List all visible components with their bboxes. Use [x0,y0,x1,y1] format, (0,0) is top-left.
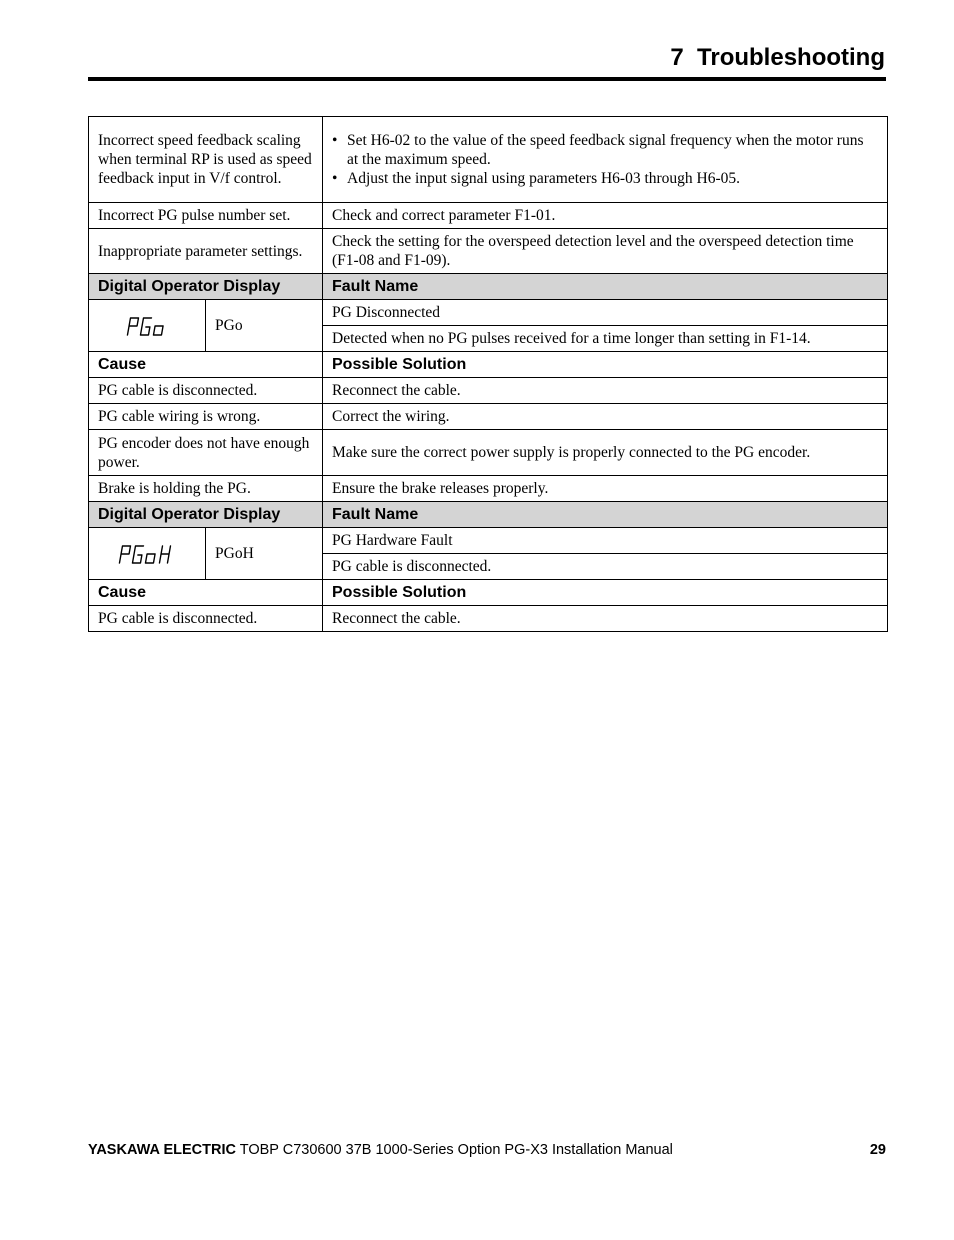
solution-cell: Reconnect the cable. [323,378,888,404]
possible-solution-header: Possible Solution [323,580,888,606]
chapter-number: 7 [670,44,684,71]
cause-cell: Incorrect PG pulse number set. [89,203,323,229]
lcd-pgo-icon [125,315,169,337]
solution-cell: Make sure the correct power supply is properly connected to the PG encoder. [323,430,888,476]
table-row [89,300,888,326]
digital-operator-display-header: Digital Operator Display [89,274,323,300]
table-row [89,229,888,274]
possible-solution-header: Possible Solution [323,352,888,378]
fault-name: PG Disconnected [323,300,888,326]
table-row [89,430,888,476]
cause-header: Cause [89,580,323,606]
table-row [89,502,888,528]
page-number: 29 [869,1142,886,1158]
list-item: • Set H6-02 to the value of the speed feedback signal frequency when the motor runs at the maximum speed. [332,131,878,169]
fault-code: PGo [206,300,323,352]
chapter-title: Troubleshooting [697,44,885,71]
table-row [89,528,888,554]
table-row [89,203,888,229]
table-row [89,274,888,300]
troubleshooting-table [88,116,888,632]
lcd-display-cell [89,300,206,352]
table-row [89,117,888,203]
footer-doc-title [88,1142,673,1158]
solution-list [332,131,878,188]
cause-cell: Incorrect speed feedback scaling when terminal RP is used as speed feedback input in V/f control. [89,117,323,203]
fault-name-header: Fault Name [323,502,888,528]
fault-code: PGoH [206,528,323,580]
page-footer [88,1142,886,1158]
solution-cell: Reconnect the cable. [323,606,888,632]
cause-cell: PG encoder does not have enough power. [89,430,323,476]
table-row [89,476,888,502]
cause-cell: Brake is holding the PG. [89,476,323,502]
lcd-pgoh-icon [117,543,177,565]
solution-cell: Check the setting for the overspeed detection level and the overspeed detection time (F1-08 and F1-09). [323,229,888,274]
cause-cell: PG cable is disconnected. [89,606,323,632]
solution-cell: Check and correct parameter F1-01. [323,203,888,229]
table-row [89,404,888,430]
footer-document-id: TOBP C730600 37B 1000-Series Option PG-X3 Installation Manual [239,1142,673,1158]
cause-cell: PG cable is disconnected. [89,378,323,404]
fault-name-header: Fault Name [323,274,888,300]
header-rule [88,77,886,81]
fault-description: PG cable is disconnected. [323,554,888,580]
cause-header: Cause [89,352,323,378]
table-row [89,580,888,606]
table-row [89,606,888,632]
cause-cell: PG cable wiring is wrong. [89,404,323,430]
solution-cell: Correct the wiring. [323,404,888,430]
lcd-display-cell [89,528,206,580]
fault-description: Detected when no PG pulses received for a time longer than setting in F1-14. [323,326,888,352]
cause-cell: Inappropriate parameter settings. [89,229,323,274]
table-row [89,352,888,378]
list-item: • Adjust the input signal using parameters H6-03 through H6-05. [332,169,878,188]
page-header [670,44,885,72]
solution-cell [323,117,888,203]
footer-brand: YASKAWA ELECTRIC [88,1142,236,1158]
fault-name: PG Hardware Fault [323,528,888,554]
solution-cell: Ensure the brake releases properly. [323,476,888,502]
table-row [89,378,888,404]
digital-operator-display-header: Digital Operator Display [89,502,323,528]
